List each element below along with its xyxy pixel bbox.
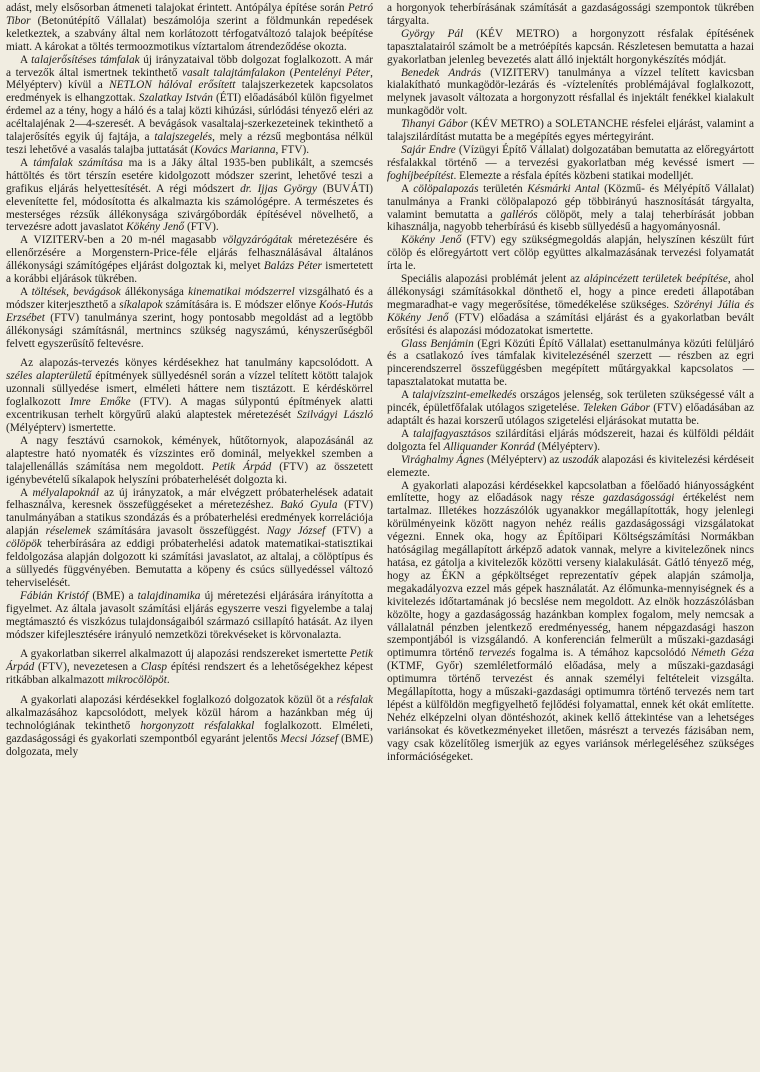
right-column-paragraph: [387, 454, 754, 480]
emphasized-term: réselemek: [45, 525, 91, 538]
text-run: alapozási és kivitelezési kérdéseit elemezte.: [387, 453, 754, 479]
emphasized-term: Kökény Jenő: [401, 234, 462, 247]
emphasized-term: kinematikai módszerrel: [188, 285, 295, 298]
emphasized-term: Virághalmy Ágnes: [401, 453, 485, 466]
text-run: teherbírására az eddigi próbaterhelési adatok matematikai-statisztikai feldolgozása alapján dolgozott ki számítási javaslatot, az altalaj, a cölöptípus és a süllyedés függvényében. Bemutatta a köpeny és csúcs süllyedéssel változó teherviselését.: [6, 538, 373, 589]
text-run: (Mélyépterv) az: [484, 453, 563, 466]
text-run: . Elemezte a résfala építés közbeni statikai modelljét.: [453, 169, 694, 182]
text-run: (BUVÁTI) elevenítette fel, módosította és alkalmazta kis számológépre. A természetes és mesterséges rézsűk állékonysága szivárgóbordák építésével növelhető, a tervezésre adott javaslatot: [6, 182, 373, 234]
left-column: [6, 2, 373, 1072]
text-run: (FTV) tanulmányában a statikus szondázás és a próbaterhelési eredmények korrelációja alapján: [6, 499, 373, 538]
text-run: foglalkozott. Elméleti, gazdaságossági és gyakorlati szempontból egyaránt jelentős: [6, 719, 374, 745]
emphasized-term: Petik Árpád: [6, 648, 373, 674]
text-run: (KÉV METRO) a SOLETANCHE résfelei eljárást, valamint a talajszilárdítást mutatta be a megépítés egyes mértegyiránt.: [387, 118, 754, 144]
text-run: A: [401, 182, 414, 195]
text-run: A gyakorlati alapozási kérdésekkel foglalkozó dolgozatok közül öt a: [20, 694, 337, 707]
text-run: (KTMF, Győr) szemléletformáló előadása, mely a műszaki-gazdasági optimumra történő tervezést és annak személyi feltételeit vizsgálta. Megállapította, hogy a műszaki-gazdasági optimumra történő tervezés nem tart lépést a külföldön megfigyelhető fejlődési folyamattal, ennek két okát említette. Nehéz elképzelni olyan döntéshozót, akinek kellő áttekintése van a lehetséges variánsokat és következményeket illetően, másrészt a tervezés fázisában nem, vagy csak közelítőleg ismerjük az egyes variánsok mérlegeléséhez szükséges információségeket.: [387, 660, 754, 763]
text-run: , FTV).: [275, 143, 310, 156]
right-column-paragraph: [387, 118, 754, 144]
emphasized-term: foghíjbeépítést: [387, 169, 454, 182]
right-column-paragraph: [387, 273, 754, 338]
emphasized-term: Sajár Endre: [401, 143, 456, 156]
emphasized-term: Alliquander Konrád: [443, 440, 535, 453]
emphasized-term: Glass Benjámin: [401, 337, 474, 350]
emphasized-term: töltések, bevágások: [31, 285, 121, 298]
text-run: , ahol állékonysági számításokkal dönthető el, hogy a pince eredeti állapotában megmaradhat-e vagy megerősítése, tömedékelése szükséges.: [387, 273, 754, 311]
text-run: területén: [478, 182, 528, 195]
emphasized-term: talajdinamika: [137, 589, 201, 602]
emphasized-term: talajerősítéses támfalak: [31, 53, 140, 66]
emphasized-term: Benedek András: [401, 66, 481, 79]
text-run: (: [285, 66, 294, 79]
text-run: az új irányzatok, a már elvégzett próbaterhelések adatait felhasználva, keresnek összefüggéseket a méretezéshez.: [6, 486, 373, 512]
left-column-paragraph: [6, 590, 373, 642]
right-column-paragraph: [387, 480, 754, 764]
text-run: (ÉTI) előadásából külön figyelmet érdemel az a tény, hogy a háló és a talaj közti kihúzási, súrlódási tényező eléri az acéltalajénak 2—4-szeresét. A bevágások vasaltalaj-szerkezeteinek tekinthető a talajerősítés egyik új fajtája, a: [6, 92, 373, 144]
emphasized-term: gallérós: [500, 208, 538, 221]
text-run: új méretezési eljárására irányította a figyelmet. Az általa javasolt számítási eljárás egyszerre veszi figyelembe a talaj megtámasztó és viszkózus tulajdonságaiból származó csillapító hatását. Az ilyen módszer kifejlesztésére irányuló nemzetközi törekvéseket is körvonalazta.: [6, 589, 373, 641]
emphasized-term: Németh Géza: [691, 647, 754, 660]
text-run: A VIZITERV-ben a 20 m-nél magasabb: [20, 234, 223, 247]
text-run: talajszerkezetek kapcsolatos eredmények is elhangzottak.: [6, 79, 373, 105]
emphasized-term: talajvízszint-emelkedés: [412, 389, 517, 402]
text-run: méretezésére és ellenőrzésére a Morgenstern-Price-féle eljárás felhasználásával általános állékonysági számítógépes eljárást dolgoztak ki, melyet: [6, 234, 373, 273]
right-column: [387, 2, 754, 1072]
text-run: országos jelenség, sok területen szükségessé vált a pincék, épületfőfalak utólagos szigetelése.: [387, 389, 754, 415]
text-run: számítására javasolt összefüggést.: [90, 525, 267, 538]
emphasized-term: Nagy József: [266, 525, 326, 538]
emphasized-term: Kovács Marianna: [194, 143, 276, 156]
text-run: alkalmazásához kapcsolódott, melyek közül három a hazánkban még új technológiának tekinthető: [6, 707, 373, 732]
emphasized-term: dr. Ijjas György: [240, 182, 317, 195]
text-run: A: [20, 486, 33, 499]
right-column-paragraph: [387, 28, 754, 67]
emphasized-term: támfalak számítása: [33, 156, 123, 169]
right-column-paragraph: [387, 389, 754, 428]
text-run: (FTV).: [184, 221, 219, 234]
emphasized-term: Balázs Péter: [263, 260, 322, 273]
text-run: A gyakorlati alapozási kérdésekkel kapcsolatban a főelőadó hiányosságként említette, hogy az előadások nagy része: [387, 479, 754, 505]
text-run: A: [401, 389, 413, 402]
text-run: A nagy fesztávú csarnokok, kémények, hűtőtornyok, alapozásánál az alaptestre ható nyomaték és vízszintes erő dominál, melyekkel szemben a talajellenállás számítása nem megoldott.: [6, 434, 373, 473]
text-run: (FTV) egy szükségmegoldás alapján, helyszínen készült fúrt cölöp és előregyártott vert cölöp együttes alkalmazásának tervezési folyamatát írta le.: [387, 234, 754, 273]
emphasized-term: Teleken Gábor: [582, 402, 650, 415]
emphasized-term: Imre Emőke: [69, 396, 131, 409]
emphasized-term: széles alapterületű: [6, 370, 92, 383]
emphasized-term: Petró Tibor: [6, 2, 373, 27]
left-column-paragraph: [6, 2, 373, 54]
emphasized-term: uszodák: [562, 453, 599, 466]
left-column-paragraph: [6, 694, 373, 759]
text-run: ma is a Jáky által 1935-ben publikált, a szemcsés háttöltés és tört térszín esetére kidolgozott módszer szerint, lehetővé teszi a grafikus eljárás helyettesítését. A régi módszert: [6, 156, 374, 195]
text-run: (Mélyépterv) ismertette.: [6, 422, 116, 434]
left-column-paragraph: [6, 487, 373, 590]
left-column-paragraph: [6, 357, 373, 434]
emphasized-term: vasalt talajtámfalakon: [181, 66, 286, 79]
text-run: adást, mely elsősorban átmeneti talajokat érintett. Antópályа építése során: [6, 2, 348, 14]
text-run: új irányzataival több dolgozat foglalkozott. A már a tervezők által ismertnek tekinthető: [6, 53, 374, 79]
text-run: (FTV) előadása a számítási eljárást és a gyakorlatban bevált erősítési és alapozási módozatokat ismertette.: [387, 311, 754, 337]
left-column-paragraph: [6, 435, 373, 487]
emphasized-term: Kökény Jenő: [126, 221, 185, 234]
left-column-paragraph: [6, 54, 373, 157]
text-run: Az alapozás-tervezés könyes kérdésekhez hat tanulmány kapcsolódott. A: [20, 357, 373, 370]
text-run: számítására is. E módszer előnye: [162, 298, 320, 311]
text-run: vizsgálható és a módszer kiterjeszthető a: [6, 285, 373, 311]
text-run: (FTV) a: [325, 525, 373, 538]
text-run: (FTV). A magas súlypontú építmények alatti excentrikusan terhelt körgyűrű alakú alaptestek méretezését: [6, 396, 373, 422]
emphasized-term: Szörényi Júlia és Kökény Jenő: [387, 298, 754, 324]
text-run: a horgonyok teherbírásának számítását a gazdaságossági szempontok tükrében tárgyalta.: [387, 2, 754, 27]
emphasized-term: Bakó Gyula: [280, 499, 338, 512]
text-run: (Mélyépterv).: [534, 440, 601, 453]
text-run: (Közmű- és Mélyépítő Vállalat) tanulmánya a Franki cölöpalapozó gép többirányú hasznosítását tárgyalta, valamint bemutatta a: [387, 182, 755, 221]
text-run: ismertetett a korábbi eljárások tükrében.: [6, 260, 373, 286]
left-column-paragraph: [6, 157, 373, 234]
emphasized-term: mikrocölöpöt: [107, 674, 167, 687]
emphasized-term: gazdaságossági: [602, 492, 675, 505]
text-run: , Mélyépterv) kívül a: [6, 66, 373, 92]
text-run: (FTV) tanulmánya szerint, hogy pontosabb megoldást ad a legtöbb állékonysági számításnál, mertnincs szükség nagyszámú, kényszerűségből felvett egyszerűsítő feltevésre.: [6, 311, 373, 350]
emphasized-term: Petik Árpád: [211, 460, 272, 473]
emphasized-term: Tihanyi Gábor: [401, 118, 468, 131]
right-column-paragraph: [387, 2, 754, 28]
text-run: fogalma is. A témához kapcsolódó: [515, 647, 691, 660]
text-run: szilárdítási eljárás módszereit, hazai és külföldi példáit dolgozta fel: [387, 427, 755, 453]
left-column-paragraph: [6, 234, 373, 286]
emphasized-term: síkalapok: [119, 298, 163, 311]
text-run: (Betonútépítő Vállalat) beszámolója szerint a földmunkán repedések keletkeztek, a szabvány által nem korlátozott térfogatváltozó talajok beépítése miatt. A károkat a töltés termoozmotikus víztartalom átrendeződése okozta.: [6, 14, 373, 53]
text-run: .: [166, 674, 170, 687]
text-run: , mely a rézsű megbontása nélkül teszi lehetővé a vasalás talajba juttatását (: [6, 131, 373, 156]
emphasized-term: talajfagyasztásos: [413, 427, 492, 440]
text-run: építmények süllyedésnél során a vízzel telített kötött talajok uzonnali süllyedése ismert, elméleti háttere nem tisztázott. E kérdéskörrel foglalkozott: [6, 370, 373, 409]
emphasized-term: Pentelényi Péter: [293, 66, 371, 79]
emphasized-term: Clasp: [140, 661, 168, 674]
emphasized-term: tervezés: [479, 647, 516, 660]
emphasized-term: cölöpök: [6, 538, 42, 551]
emphasized-term: Késmárki Antal: [527, 182, 600, 195]
emphasized-term: horgonyzott résfalakkal: [140, 719, 255, 732]
emphasized-term: Mecsi József: [280, 732, 339, 745]
emphasized-term: talajszegelés: [154, 131, 213, 144]
text-run: A gyakorlatban sikerrel alkalmazott új alapozási rendszereket ismertette: [20, 648, 350, 661]
left-column-paragraph: [6, 648, 373, 687]
right-column-paragraph: [387, 338, 754, 390]
text-run: építési rendszert és a lehetőségekhez képest ritkábban alkalmazott: [6, 661, 373, 687]
emphasized-term: alápincézett területek beépítése: [584, 273, 728, 286]
right-column-paragraph: [387, 183, 754, 235]
emphasized-term: Szilvágyi László: [296, 409, 373, 422]
emphasized-term: Koós-Hutás Erzsébet: [6, 298, 373, 324]
text-run: cölöpöt, mely a talaj teherbírását jobban kihasználja, nagyobb teherbírású és kisebb süllyedésű a hagyományosnál.: [387, 208, 755, 234]
text-run: A: [20, 156, 34, 169]
right-column-paragraph: [387, 67, 754, 119]
text-run: (FTV) az összetett igénybevételű síkalapok helyszíni próbaterhelését dolgozta ki.: [6, 460, 373, 486]
text-run: A: [20, 53, 32, 66]
text-run: Speciális alapozási problémát jelent az: [401, 273, 585, 286]
emphasized-term: Szalatkay István: [138, 92, 213, 105]
right-column-paragraph: [387, 428, 754, 454]
text-run: A: [20, 285, 32, 298]
emphasized-term: résfalak: [336, 694, 373, 707]
text-run: (VIZITERV) tanulmánya a vízzel telített kavicsban kialakítható munkagödör-lezárás és -víztelenítés problémájával foglalkozott, melynek javasolt változata a horgonyzott résfallal és injektált fenékkel kialakult munkagödör volt.: [387, 66, 755, 118]
right-column-paragraph: [387, 234, 754, 273]
text-run: (FTV), nevezetesen a: [34, 661, 141, 674]
right-column-paragraph: [387, 144, 754, 183]
text-run: (Vízügyi Építő Vállalat) dolgozatában bemutatta az előregyártott résfalakkal történő — a tervezési gyakorlatban még kevéssé ismert —: [387, 143, 754, 169]
text-run: (BME) dolgozata, mely: [6, 732, 373, 758]
text-run: (Egri Közúti Építő Vállalat) esettanulmánya közúti felüljáró és a csatlakozó íves támfalak kivitelezésénél szerzett — részben az egri pincerendszerrel összefüggésben megépített műtárgyakkal kapcsolatos — tapasztalatokat mutatta be.: [387, 337, 755, 389]
text-run: (BME) a: [88, 589, 138, 602]
emphasized-term: völgyzárógátak: [222, 234, 293, 247]
left-column-paragraph: [6, 286, 373, 351]
text-run: (FTV) előadásában az adaptált és hazai korszerű utólagos szigetelési eljárásokat mutatta be.: [387, 402, 754, 427]
emphasized-term: NETLON hálóval erősített: [109, 79, 236, 92]
emphasized-term: György Pál: [401, 27, 464, 40]
text-run: állékonysága: [120, 285, 189, 298]
text-run: A: [401, 427, 414, 440]
emphasized-term: mélyalapoknál: [32, 486, 100, 499]
text-run: értékelést nem tartalmaz. Illetékes hozzászólók ugyanakkor megállapították, hogy jelenlegi körülményeink között nagyon nehéz reális gazdaságossági vizsgálatokat végezni. Ennek oka, hogy az Építőipari Költségszámítási Normákban hatóságilag megállapított árképző adatok vannak, melyre a kivitelezőnek nincs hatása, ez gátolja a kivitelezők közötti verseny kialakulását. Gátló tényező még, hogy az ÉKN a gépköltséget reprezentatív gépek alapján számolja, megakadályozva ezzel más gépek használatát. Az élőmunka-mennyiségnek és a kivitelezés időtartamának jó becslése nem megoldott. Az elnök hozzászólásban közölte, hogy a gazdaságosság hazánkban komplex fogalom, mely nemcsak a vállalatnál pénzben jelentkező eredményesség, hanem népgazdasági haszon szempontjából is vizsgálandó. A konferencián felmerült a műszaki-gazdasági optimumra történő: [387, 492, 754, 660]
text-run: (KÉV METRO) a horgonyzott résfalak építésének tapasztalatairól számolt be a metróépítés kapcsán. Részletesen bemutatta a hazai gyakorlatban jelenleg bevezetés alatt álló injektált horgonykészítés módját.: [387, 27, 754, 66]
emphasized-term: Fábián Kristóf: [20, 589, 89, 602]
emphasized-term: cölöpalapozás: [413, 182, 479, 195]
